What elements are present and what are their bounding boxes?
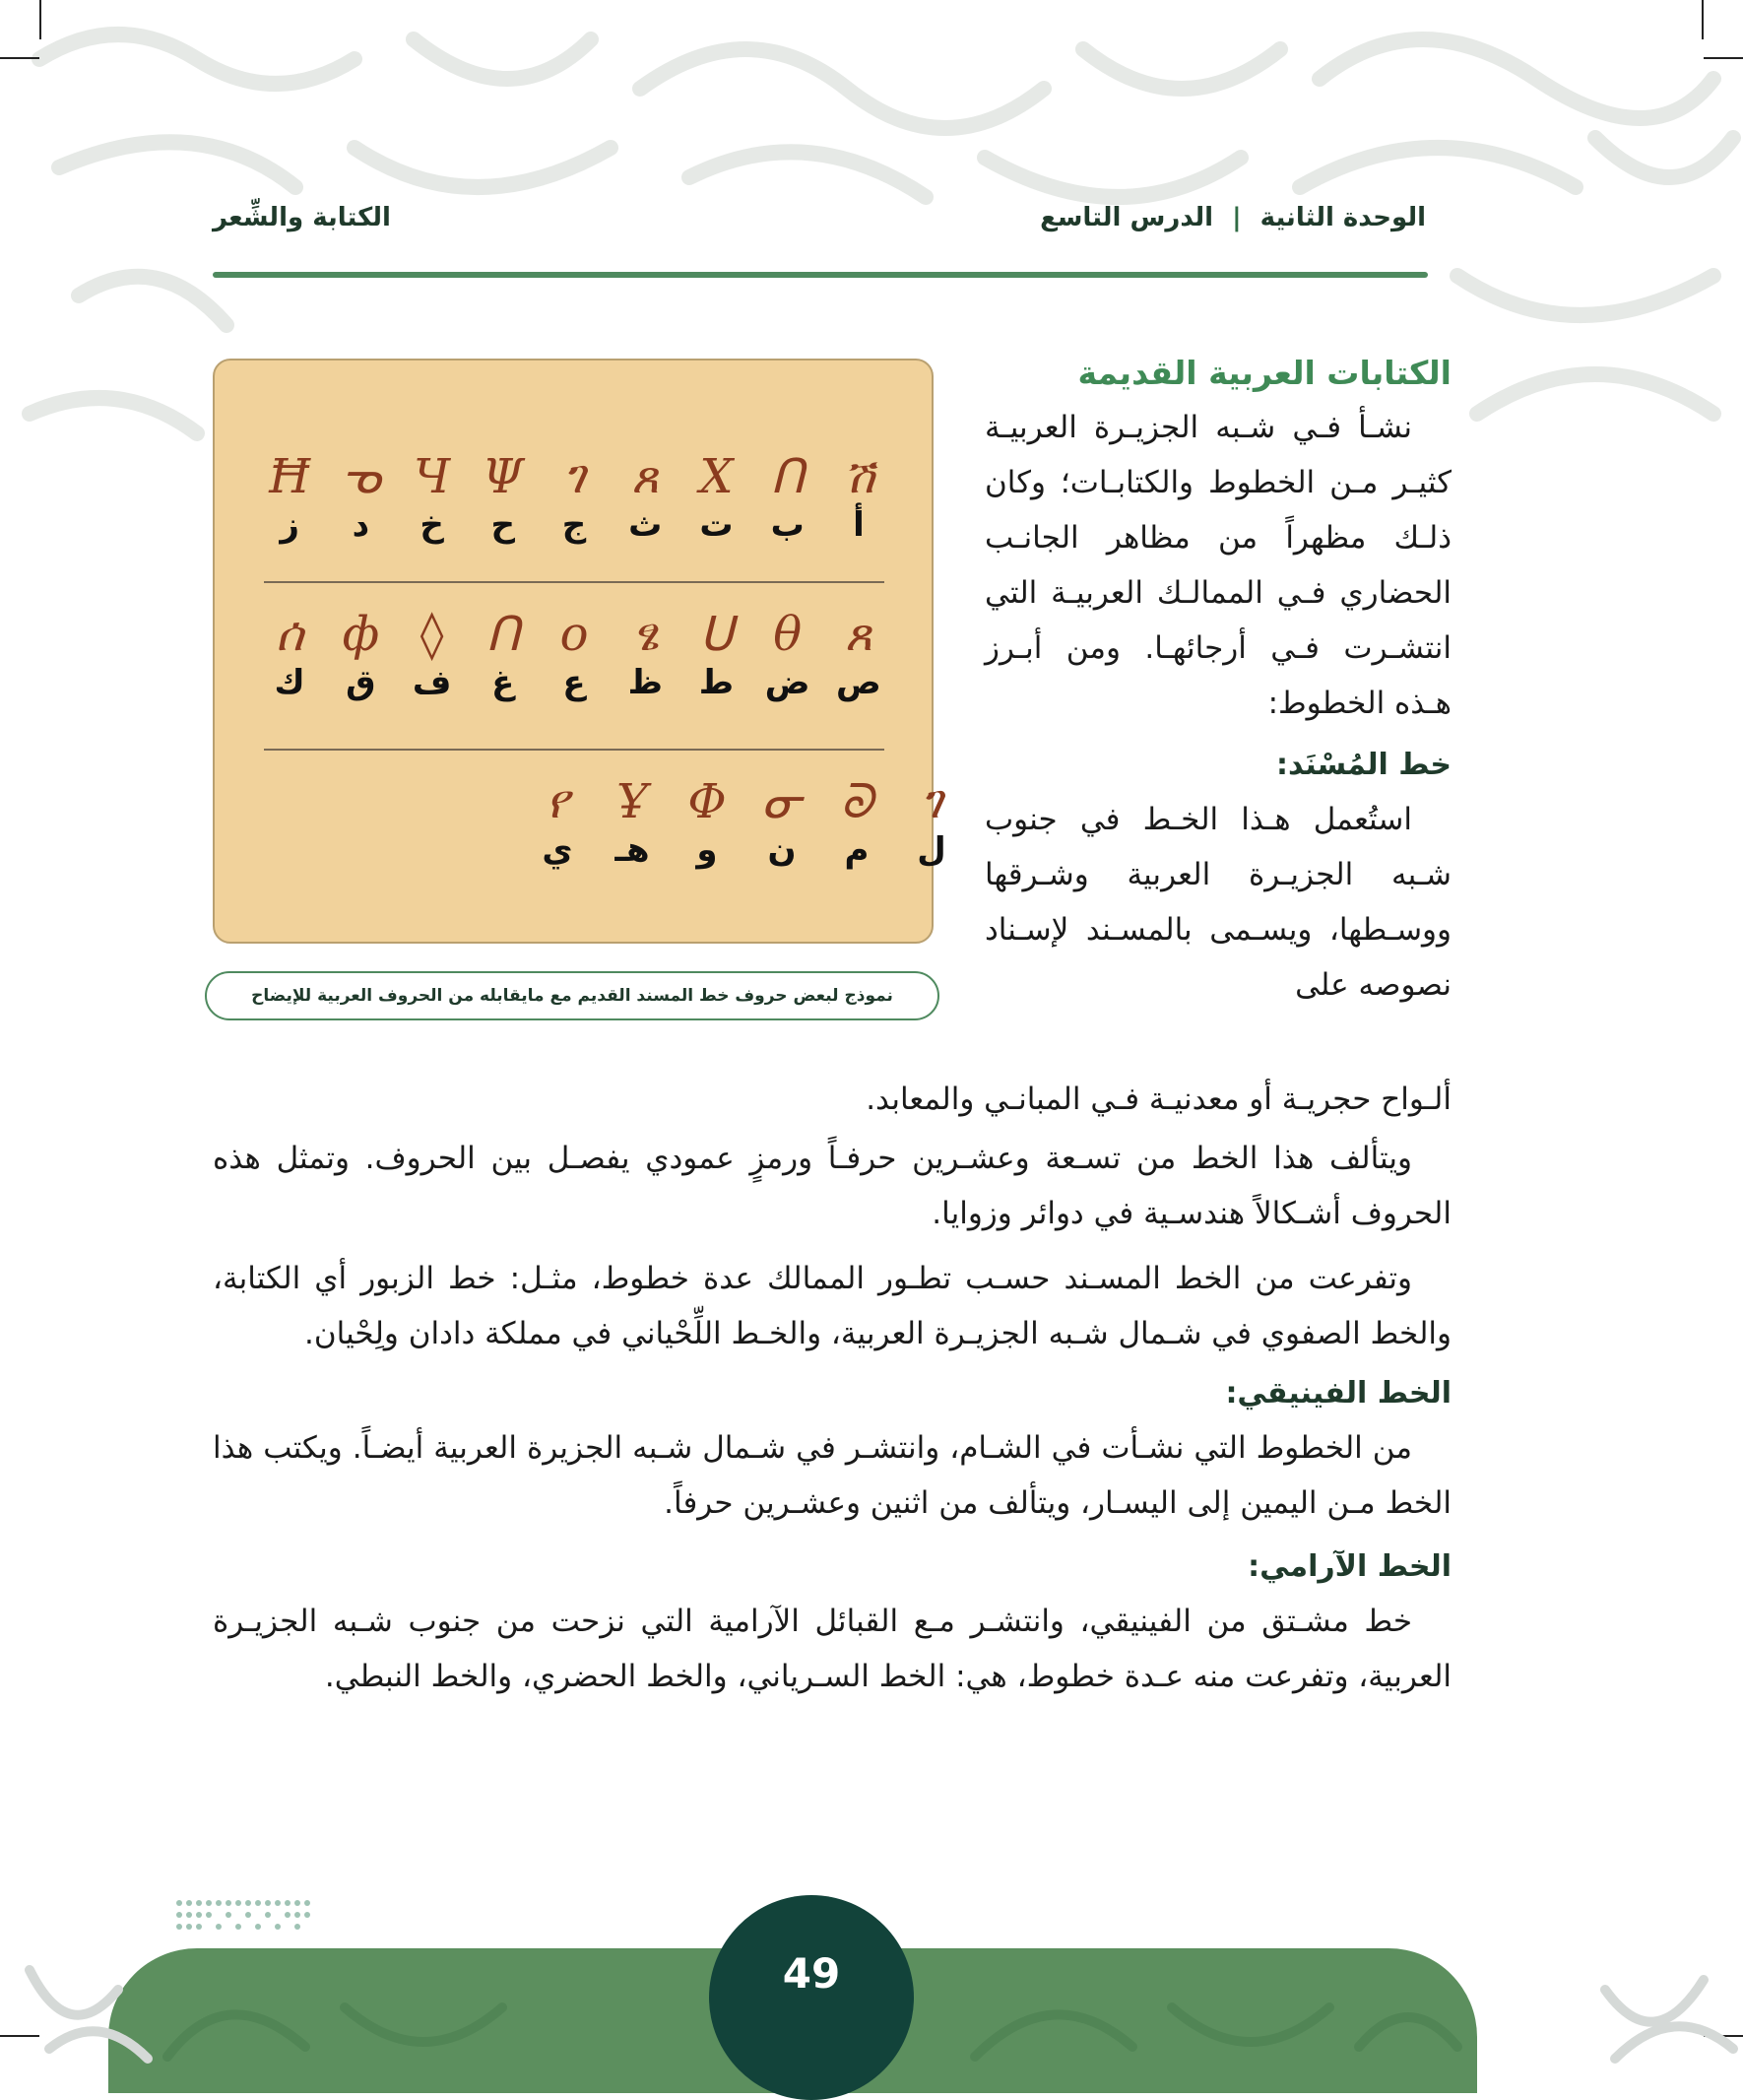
musnad-structure-paragraph: ويتألف هذا الخط من تسـعة وعشـرين حرفـاً ورمزٍ عمودي يفصـل بين الحروف. وتمثل هذه الحروف أشـكالاً هندسـية في دوائر وزوايا. xyxy=(213,1141,1452,1231)
corner-calligraphy-right xyxy=(1585,1931,1743,2078)
musnad-glyph: Φ xyxy=(687,774,727,829)
topic-title: الكتابة والشِّعر xyxy=(213,203,391,232)
arabic-letter: ف xyxy=(412,663,452,702)
musnad-glyph: ሽ xyxy=(842,449,875,504)
arabic-letter: ز xyxy=(280,505,299,545)
script-row-3 xyxy=(329,774,969,870)
arabic-letter: ن xyxy=(767,830,797,870)
arabic-letter: ح xyxy=(490,505,516,545)
musnad-glyph: θ xyxy=(773,607,803,662)
musnad-glyph: ᓂ xyxy=(761,774,803,829)
arabic-letter: و xyxy=(696,830,718,870)
corner-calligraphy-left xyxy=(10,1931,167,2078)
arabic-letter: ض xyxy=(764,663,810,702)
musnad-glyph: ገ xyxy=(563,449,585,504)
musnad-glyph: ᑎ xyxy=(770,449,806,504)
intro-column xyxy=(985,347,1452,1013)
script-row-1 xyxy=(254,449,894,545)
arabic-letter: ي xyxy=(542,830,573,870)
arabic-letter: ب xyxy=(770,505,805,545)
musnad-paragraph-part2: ألـواح حجريـة أو معدنيـة فـي المبانـي والمعابد. xyxy=(866,1082,1452,1117)
musnad-title: خط المُسْنَد: xyxy=(1276,748,1452,782)
arabic-letter: ظ xyxy=(627,663,663,702)
ministry-logo-icon xyxy=(169,1893,327,1942)
arabic-letter: ج xyxy=(561,505,587,545)
arabic-letter: م xyxy=(844,830,870,870)
arabic-letter: غ xyxy=(491,663,515,702)
musnad-paragraph-part1: استُعمل هـذا الخـط في جنوب شـبه الجزيـرة العربية وشـرقها ووسـطها، ويسـمى بالمسـند لإسـناد نصوصه على xyxy=(985,802,1452,1003)
lesson-title: الدرس التاسع xyxy=(1040,203,1214,232)
musnad-script-table xyxy=(213,359,946,944)
musnad-glyph: ጸ xyxy=(631,449,660,504)
row-divider xyxy=(264,581,884,583)
musnad-glyph: Ψ xyxy=(482,449,524,504)
figure-caption: نموذج لبعض حروف خط المسند القديم مع مايقابله من الحروف العربية للإيضاح xyxy=(205,971,939,1020)
musnad-branches-paragraph: وتفرعت من الخط المسـند حسـب تطـور الممالك عدة خطوط، مثـل: خط الزبور أي الكتابة، والخط الصفوي في شـمال شـبه الجزيـرة العربية، والخـط اللِّحْياني في مملكة دادان ولِحْيان. xyxy=(213,1261,1452,1351)
arabic-letter: ل xyxy=(917,830,946,870)
musnad-glyph: ሰ xyxy=(276,607,304,662)
arabic-letter: ك xyxy=(274,663,305,702)
header-separator: | xyxy=(1232,203,1242,232)
arabic-letter: د xyxy=(352,505,370,545)
arabic-letter: ت xyxy=(699,505,734,545)
musnad-glyph: ጸ xyxy=(844,607,872,662)
musnad-glyph: X xyxy=(699,449,734,504)
musnad-glyph: ф xyxy=(342,607,380,662)
musnad-glyph: ᑎ xyxy=(485,607,521,662)
crop-mark xyxy=(1702,0,1704,39)
musnad-glyph: Ұ xyxy=(616,774,648,829)
page-header xyxy=(213,203,1426,248)
section-title: الكتابات العربية القديمة xyxy=(1077,354,1452,392)
musnad-glyph: ገ xyxy=(921,774,942,829)
arabic-letter: ع xyxy=(562,663,586,702)
script-row-2 xyxy=(254,607,894,702)
arabic-letter: خ xyxy=(420,505,444,545)
intro-paragraph: نشـأ فـي شـبه الجزيـرة العربيـة كثيـر مـن الخطوط والكتابـات؛ وكان ذلـك مظهراً من مظاهر الجانـب الحضاري فـي الممالـك العربيـة التي انتشـرت فـي أرجائهـا. ومن أبـرز هـذه الخطوط: xyxy=(985,410,1452,721)
musnad-glyph: o xyxy=(559,607,589,662)
page-number: 49 xyxy=(709,1895,914,2100)
row-divider xyxy=(264,749,884,751)
header-divider xyxy=(213,272,1428,278)
arabic-letter: ق xyxy=(346,663,376,702)
aramaic-paragraph: خط مشـتق من الفينيقي، وانتشـر مـع القبائل الآرامية التي نزحت من جنوب شـبه الجزيـرة العربية، وتفرعت منه عـدة خطوط، هي: الخط السـرياني، والخط الحضري، والخط النبطي. xyxy=(213,1604,1452,1694)
musnad-glyph: ፄ xyxy=(632,607,659,662)
crop-mark xyxy=(1704,57,1743,59)
glyph-row xyxy=(329,774,969,830)
arabic-letter: ط xyxy=(698,663,735,702)
glyph-row xyxy=(254,449,894,505)
musnad-glyph: Ħ xyxy=(269,449,311,504)
crop-mark xyxy=(39,0,41,39)
arabic-letter: ث xyxy=(628,505,663,545)
arabic-letter: أ xyxy=(853,505,865,545)
musnad-glyph: ◊ xyxy=(420,607,444,662)
arabic-letter-row xyxy=(254,505,894,545)
glyph-row xyxy=(254,607,894,663)
musnad-glyph: ᘐ xyxy=(840,774,873,829)
arabic-letter-row xyxy=(329,830,969,870)
unit-lesson-label xyxy=(1040,203,1426,232)
arabic-letter: هـ xyxy=(614,830,650,870)
crop-mark xyxy=(0,57,39,59)
musnad-glyph: Ч xyxy=(414,449,451,504)
phoenician-title: الخط الفينيقي: xyxy=(1225,1376,1452,1411)
arabic-letter-row xyxy=(254,663,894,702)
musnad-glyph: የ xyxy=(546,774,569,829)
musnad-glyph: ᑌ xyxy=(698,607,735,662)
musnad-glyph: ᓀ xyxy=(340,449,381,504)
unit-title: الوحدة الثانية xyxy=(1259,203,1426,232)
phoenician-paragraph: من الخطوط التي نشـأت في الشـام، وانتشـر في شـمال شـبه الجزيرة العربية أيضـاً. ويكتب هذا الخط مـن اليمين إلى اليسـار، ويتألف من اثنين وعشـرين حرفاً. xyxy=(213,1430,1452,1521)
arabic-letter: ص xyxy=(836,663,881,702)
aramaic-title: الخط الآرامي: xyxy=(1248,1549,1452,1584)
main-text xyxy=(213,1072,1452,1704)
